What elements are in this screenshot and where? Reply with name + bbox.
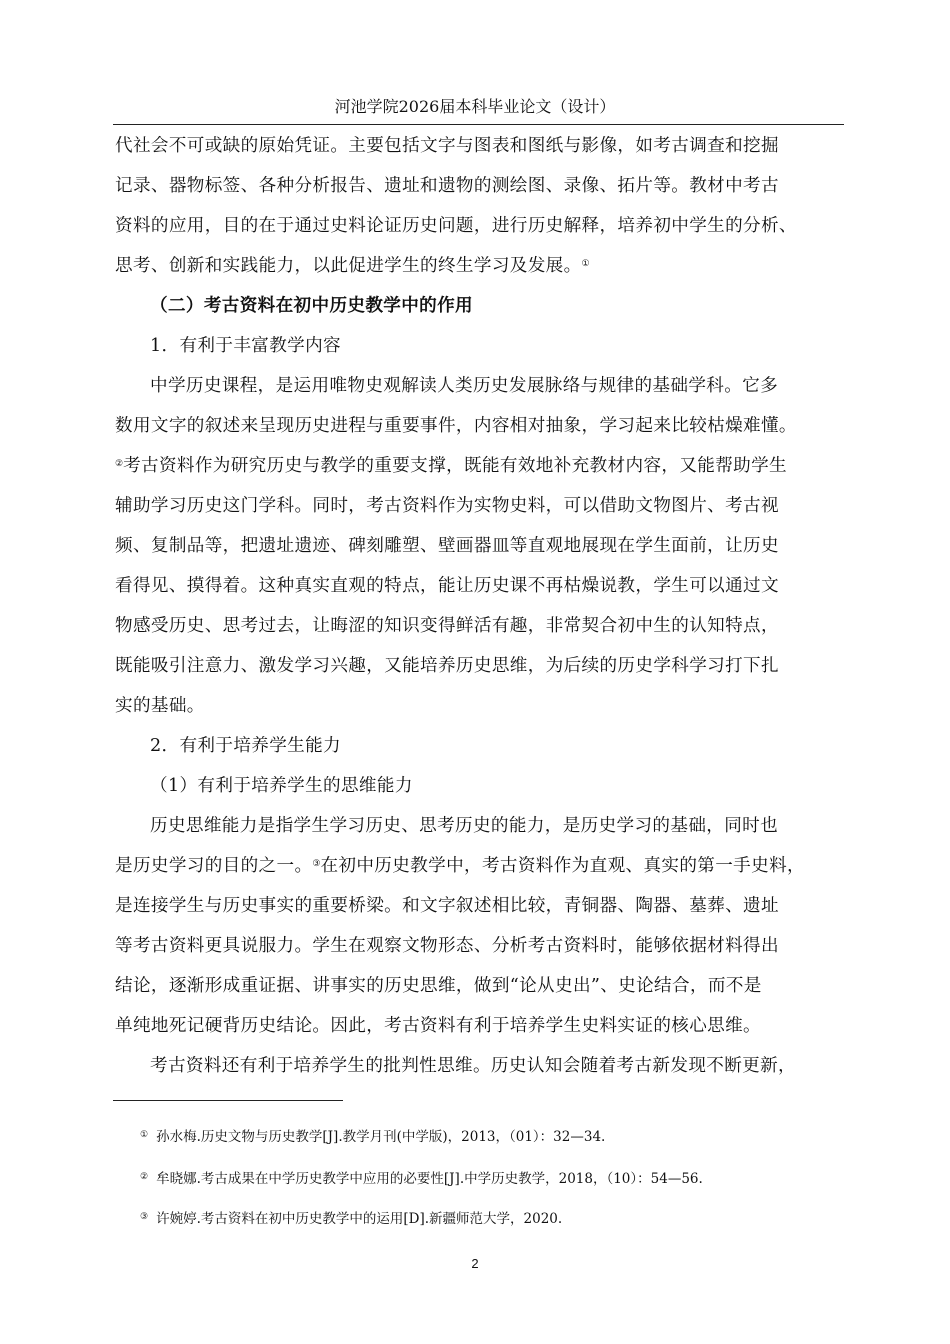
paragraph-line: 频、复制品等，把遗址遗迹、碑刻雕塑、壁画器皿等直观地展现在学生面前，让历史: [115, 536, 779, 556]
footnote-mark: ③: [140, 1212, 149, 1222]
footnote-2: [140, 1170, 703, 1188]
footnote-separator: [113, 1100, 343, 1101]
page-number: 2: [471, 1256, 479, 1271]
paragraph-line: ②考古资料作为研究历史与教学的重要支撑，既能有效地补充教材内容，又能帮助学生: [115, 456, 788, 476]
paragraph-line: 历史思维能力是指学生学习历史、思考历史的能力，是历史学习的基础，同时也: [150, 816, 779, 836]
header-rule: [113, 124, 844, 125]
paragraph-line: 物感受历史、思考过去，让晦涩的知识变得鲜活有趣，非常契合初中生的认知特点，: [115, 616, 779, 636]
page-header: 河池学院2026届本科毕业论文（设计）: [334, 97, 616, 116]
paragraph-line: 记录、器物标签、各种分析报告、遗址和遗物的测绘图、录像、拓片等。教材中考古: [115, 176, 779, 196]
paragraph-line: 代社会不可或缺的原始凭证。主要包括文字与图表和图纸与影像，如考古调查和挖掘: [115, 136, 779, 156]
paragraph-line: 实的基础。: [115, 696, 205, 716]
paragraph-line: 结论，逐渐形成重证据、讲事实的历史思维，做到“论从史出”、史论结合，而不是: [115, 976, 762, 996]
paragraph-line: 思考、创新和实践能力，以此促进学生的终生学习及发展。①: [115, 256, 590, 276]
subsection-heading: 1．有利于丰富教学内容: [150, 336, 341, 356]
section-heading: （二）考古资料在初中历史教学中的作用: [150, 295, 473, 316]
paragraph-line: 考古资料还有利于培养学生的批判性思维。历史认知会随着考古新发现不断更新，: [150, 1056, 796, 1076]
subsection-heading: 2．有利于培养学生能力: [150, 736, 341, 756]
paragraph-line: 看得见、摸得着。这种真实直观的特点，能让历史课不再枯燥说教，学生可以通过文: [115, 576, 779, 596]
footnote-text: 孙水梅.历史文物与历史教学[J].教学月刊(中学版)，2013，（01）：32—34.: [156, 1129, 606, 1145]
subsection-heading: （1）有利于培养学生的思维能力: [150, 776, 413, 796]
paragraph-line: 等考古资料更具说服力。学生在观察文物形态、分析考古资料时，能够依据材料得出: [115, 936, 779, 956]
footnote-ref-3: ③: [312, 859, 321, 869]
footnote-ref-1: ①: [581, 259, 590, 269]
paragraph-line: 中学历史课程，是运用唯物史观解读人类历史发展脉络与规律的基础学科。它多: [150, 376, 779, 396]
footnote-3: [140, 1210, 562, 1228]
paragraph-line: 辅助学习历史这门学科。同时，考古资料作为实物史料，可以借助文物图片、考古视: [115, 496, 779, 516]
footnote-1: [140, 1128, 605, 1146]
paragraph-line: 既能吸引注意力、激发学习兴趣，又能培养历史思维，为后续的历史学科学习打下扎: [115, 656, 779, 676]
paragraph-line: 单纯地死记硬背历史结论。因此，考古资料有利于培养学生史料实证的核心思维。: [115, 1016, 761, 1036]
paragraph-line: 数用文字的叙述来呈现历史进程与重要事件，内容相对抽象，学习起来比较枯燥难懂。: [115, 416, 797, 436]
paragraph-line: 是历史学习的目的之一。③在初中历史教学中，考古资料作为直观、真实的第一手史料，: [115, 856, 805, 876]
footnote-text: 牟晓娜.考古成果在中学历史教学中应用的必要性[J].中学历史教学，2018，（10）：54—56.: [156, 1171, 703, 1187]
footnote-ref-2: ②: [115, 459, 124, 469]
footnote-text: 许婉婷.考古资料在初中历史教学中的运用[D].新疆师范大学，2020.: [156, 1211, 563, 1227]
paragraph-line: 是连接学生与历史事实的重要桥梁。和文字叙述相比较，青铜器、陶器、墓葬、遗址: [115, 896, 779, 916]
paragraph-line: 资料的应用，目的在于通过史料论证历史问题，进行历史解释，培养初中学生的分析、: [115, 216, 797, 236]
footnote-mark: ①: [140, 1130, 149, 1140]
footnote-mark: ②: [140, 1172, 149, 1182]
